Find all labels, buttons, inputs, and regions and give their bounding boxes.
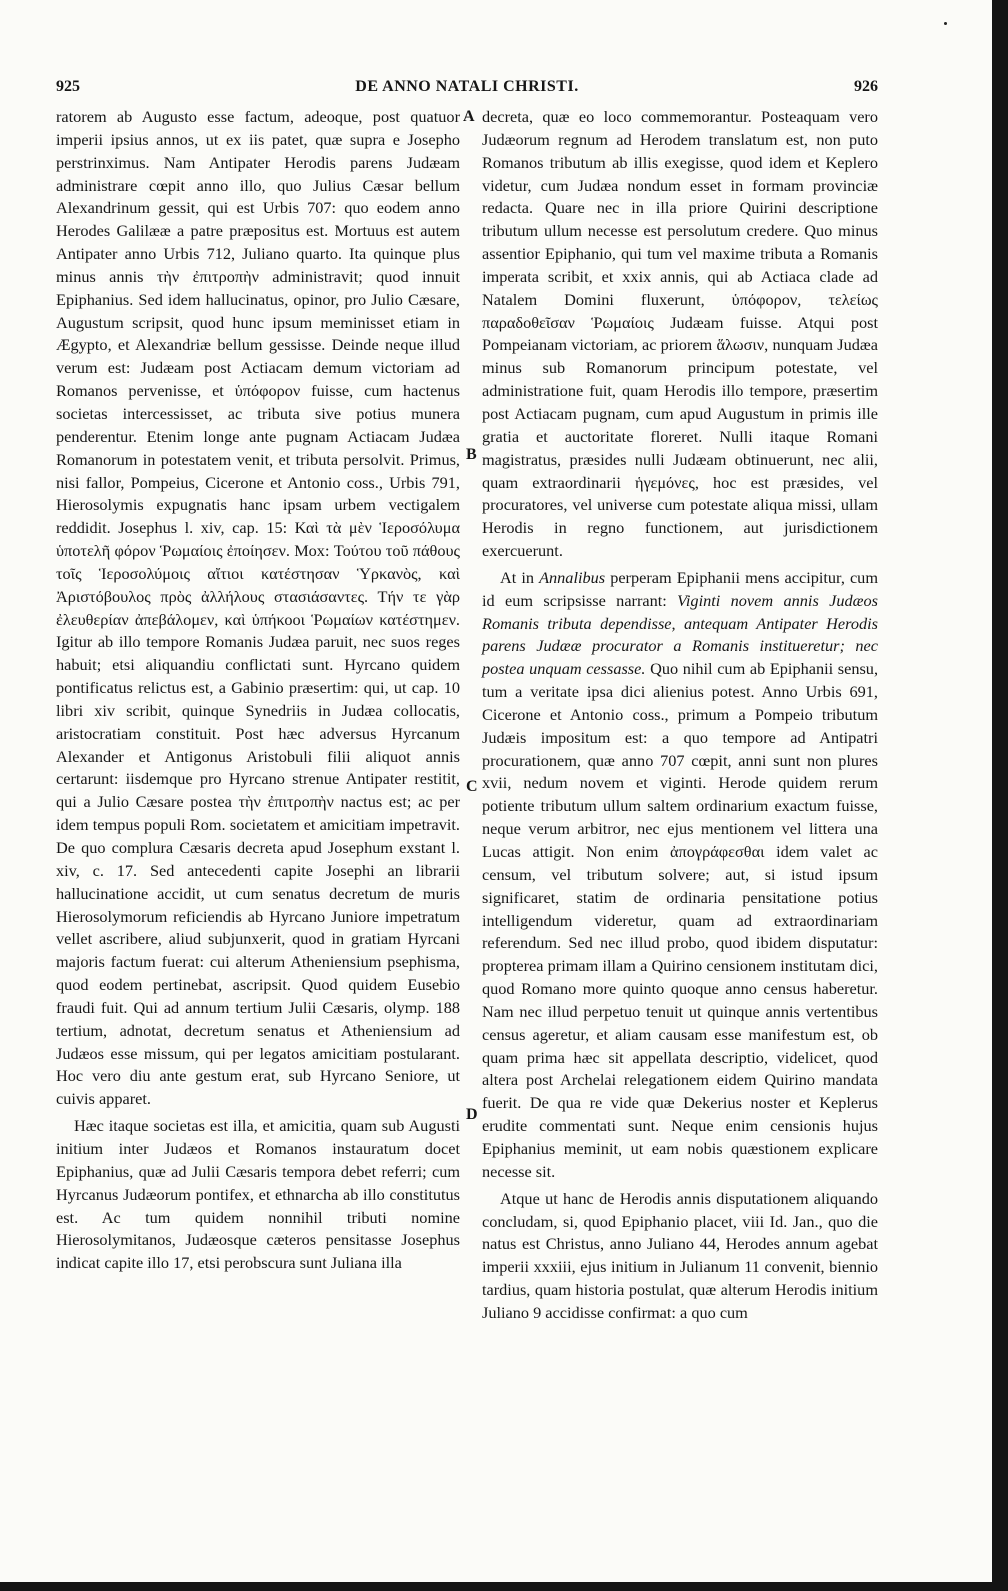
page-number-right: 926 bbox=[854, 78, 878, 95]
paragraph-text: At in bbox=[500, 567, 540, 587]
ink-speck bbox=[944, 22, 947, 25]
left-column bbox=[56, 106, 460, 1275]
running-title: DE ANNO NATALI CHRISTI. bbox=[355, 78, 579, 95]
right-paragraph-1: decreta, quæ eo loco commemorantur. Posteaquam vero Judæorum regnum ad Herodem translatum est, non puto Romanos tributum ab illis exegisse, quod idem et Keplero videtur, cum Judæa nondum esset in formam provinciæ redacta. Quare nec in illa priore Quirini descriptione tributum ullum necesse est persolutum credere. Quo minus assentior Epiphanio, qui tum vel maxime tributa a Romanis imperata scribit, et xxix annis, qui ab Actiaca clade ad Natalem Domini fluxerunt, ὑπόφορον, τελείως παραδοθεῖσαν Ῥωμαίοις Judæam fuisse. Atqui post Pompeianam victoriam, ac priorem ἅλωσιν, nunquam Judæa minus sub Romanorum principum potestate, vel administratione fuit, quam Herodis illo tempore, præsertim post Actiacam pugnam, cum apud Augustum in primis ille gratia et auctoritate floreret. Nulli itaque Romani magistratus, præsides nulli Judæam obtinuerunt, nec alii, quam extraordinarii ἡγεμόνες, hoc est præsides, vel procuratores, vel universe cum potestate aliqua missi, ullam Herodis in regno functionem, aut jurisdictionem exercuerunt. bbox=[482, 107, 878, 561]
margin-marker-a: A bbox=[463, 108, 475, 125]
left-paragraph-1: ratorem ab Augusto esse factum, adeoque, post quatuor imperii ipsius annos, ut ex iis patet, quæ supra e Josepho perstrinximus. Nam Antipater Herodis parens Judæam administrare cœpit anno illo, quo Julius Cæsar bellum Alexandrinum gessit, qui est Urbis 707: quo eodem anno Herodes Galilææ a patre præpositus est. Mortuus est autem Antipater anno Urbis 712, Juliano quarto. Ita quinque plus minus annis τὴν ἐπιτροπὴν administravit; quod innuit Epiphanius. Sed idem hallucinatus, opinor, pro Julio Cæsare, Augustum scripsit, quod hunc ipsum meminisset etiam in Ægypto, et Alexandriæ bellum gessisse. Deinde neque illud verum est: Judæam post Actiacam demum victoriam ad Romanos pervenisse, et ὑπόφορον fuisse, cum hactenus societas intercessisset, ac tributa sive potius munera penderentur. Etenim longe ante pugnam Actiacam Judæa Romanorum in potestatem venit, et tributa persolvit. Primus, nisi fallor, Pompeius, Cicerone et Antonio coss., Urbis 791, Hierosolymis expugnatis hanc ipsam urbem vectigalem reddidit. Josephus l. xiv, cap. 15: Καὶ τὰ μὲν Ἱεροσόλυμα ὑποτελῆ φόρον Ῥωμαίοις ἐποίησεν. Mox: Τούτου τοῦ πάθους τοῖς Ἱεροσολύμοις αἴτιοι κατέστησαν Ὑρκανὸς, καὶ Ἀριστόβουλος πρὸς ἀλλήλους στασιάσαντες. Τήν τε γὰρ ἐλευθερίαν ἀπεβάλομεν, καὶ ὑπήκοοι Ῥωμαίων κατέστημεν. Igitur ab illo tempore Romanis Judæa paruit, nec suos reges habuit; etsi aliquandiu conflictati sunt. Hyrcano quidem pontificatus relictus est, a Gabinio præsertim: qui, ut cap. 10 libri xiv scribit, quinque Synedriis in Judæa collocatis, aristocratiam constituit. Post hæc adversus Hyrcanum Alexander et Antigonus Aristobuli filii aliquot annis certarunt: iisdemque pro Hyrcano strenue Antipater restitit, qui a Julio Cæsare postea τὴν ἐπιτροπὴν nactus est; ac per idem tempus populi Rom. societatem et amicitiam impetravit. De quo complura Cæsaris decreta apud Josephum exstant l. xiv, c. 17. Sed antecedenti capite Josephi an librarii hallucinatione accidit, ut cum senatus decretum de muris Hierosolymorum reficiendis ab Hyrcano Juniore impetratum vellet ascribere, aliud subjunxerit, quod in gratiam Hyrcani majoris factum fuerat: cui alterum Atheniensium psephisma, quod eodem pertinebat, ascripsit. Quod quidem Eusebio fraudi fuit. Qui ad annum tertium Julii Cæsaris, olymp. 188 tertium, adnotat, decretum senatus et Atheniensium ad Judæos esse missum, qui per legatos amicitiam postularant. Hoc vero diu ante gestum erat, sub Hyrcano Seniore, ut cuivis apparet. bbox=[56, 107, 460, 1109]
running-header bbox=[56, 78, 878, 100]
right-column bbox=[482, 106, 878, 1325]
paragraph-text: Quo nihil cum ab Epiphanii sensu, tum a veritate ipsa dici alienius potest. Anno Urbis 691, Cicerone et Antonio coss., primum a Pompeio tributum Judæis impositum est: a quo tempore ad Antipatri procurationem, quæ anno 707 cœpit, anni sunt non plures xvii, nedum novem et viginti. Herode quidem rerum potiente tributum ullum saltem ordinarium exactum fuisse, neque verum arbitror, nec ejus mentionem vel littera una Lucas attigit. Non enim ἀπογράφεσθαι idem valet ac censum, vel tributum solvere; aut, si istud ipsum significaret, statim de ordinaria pensitatione potius intelligendum videretur, quam ad extraordinariam referendum. Sed nec illud probo, quod ibidem disputatur: propterea primam illam a Quirino censionem institutam dici, quod Romano more quinto quoque anno census haberetur. Nam nec illud perpetuo tenuit ut quinque annis vertentibus census ageretur, et aliam causam esse manifestum est, ob quam prima hæc sit appellata descriptio, videlicet, quod altera post Archelai relegationem eidem Quirino mandata fuerit. De qua re vide quæ Dekerius noster et Keplerus erudite commentati sunt. Neque enim censionis hujus Epiphanius meminit, ut eam nobis quæstionem explicare necesse sit. bbox=[482, 659, 879, 1181]
paragraph-text: perperam Epiphanii mens accipitur, cum id eum scripsisse narrant: bbox=[482, 567, 878, 610]
margin-marker-b: B bbox=[466, 446, 477, 463]
right-paragraph-3: Atque ut hanc de Herodis annis disputationem aliquando concludam, si, quod Epiphanio placet, viii Id. Jan., quo die natus est Christus, anno Juliano 44, Herodes annum agebat imperii xxxiii, ejus initium in Julianum 11 convenit, biennio tardius, quam historia postulat, quæ alterum Herodis initium Juliano 9 accidisse confirmat: a quo cum bbox=[482, 1188, 878, 1322]
right-paragraph-2 bbox=[482, 567, 878, 1184]
italic-quotation: Viginti novem annis Judæos Romanis tributa dependisse, antequam Antipater Herodis parens Judææ procurator a Romanis institueretur; nec postea unquam cessasse. bbox=[482, 590, 878, 679]
margin-marker-c: C bbox=[466, 778, 478, 795]
page-number-left: 925 bbox=[56, 78, 80, 95]
italic-title: Annalibus bbox=[539, 567, 606, 587]
margin-marker-d: D bbox=[466, 1106, 478, 1123]
left-paragraph-2: Hæc itaque societas est illa, et amicitia, quam sub Augusti initium inter Judæos et Romanos instauratum docet Epiphanius, quæ ad Julii Cæsaris tempora debet referri; cum Hyrcanus Judæorum pontifex, et ethnarcha ab illo constitutus est. Ac tum quidem nonnihil tributi nomine Hierosolymitanos, Judæosque cæteros pensitasse Josephus indicat capite illo 17, etsi perobscura sunt Juliana illa bbox=[56, 1116, 460, 1273]
